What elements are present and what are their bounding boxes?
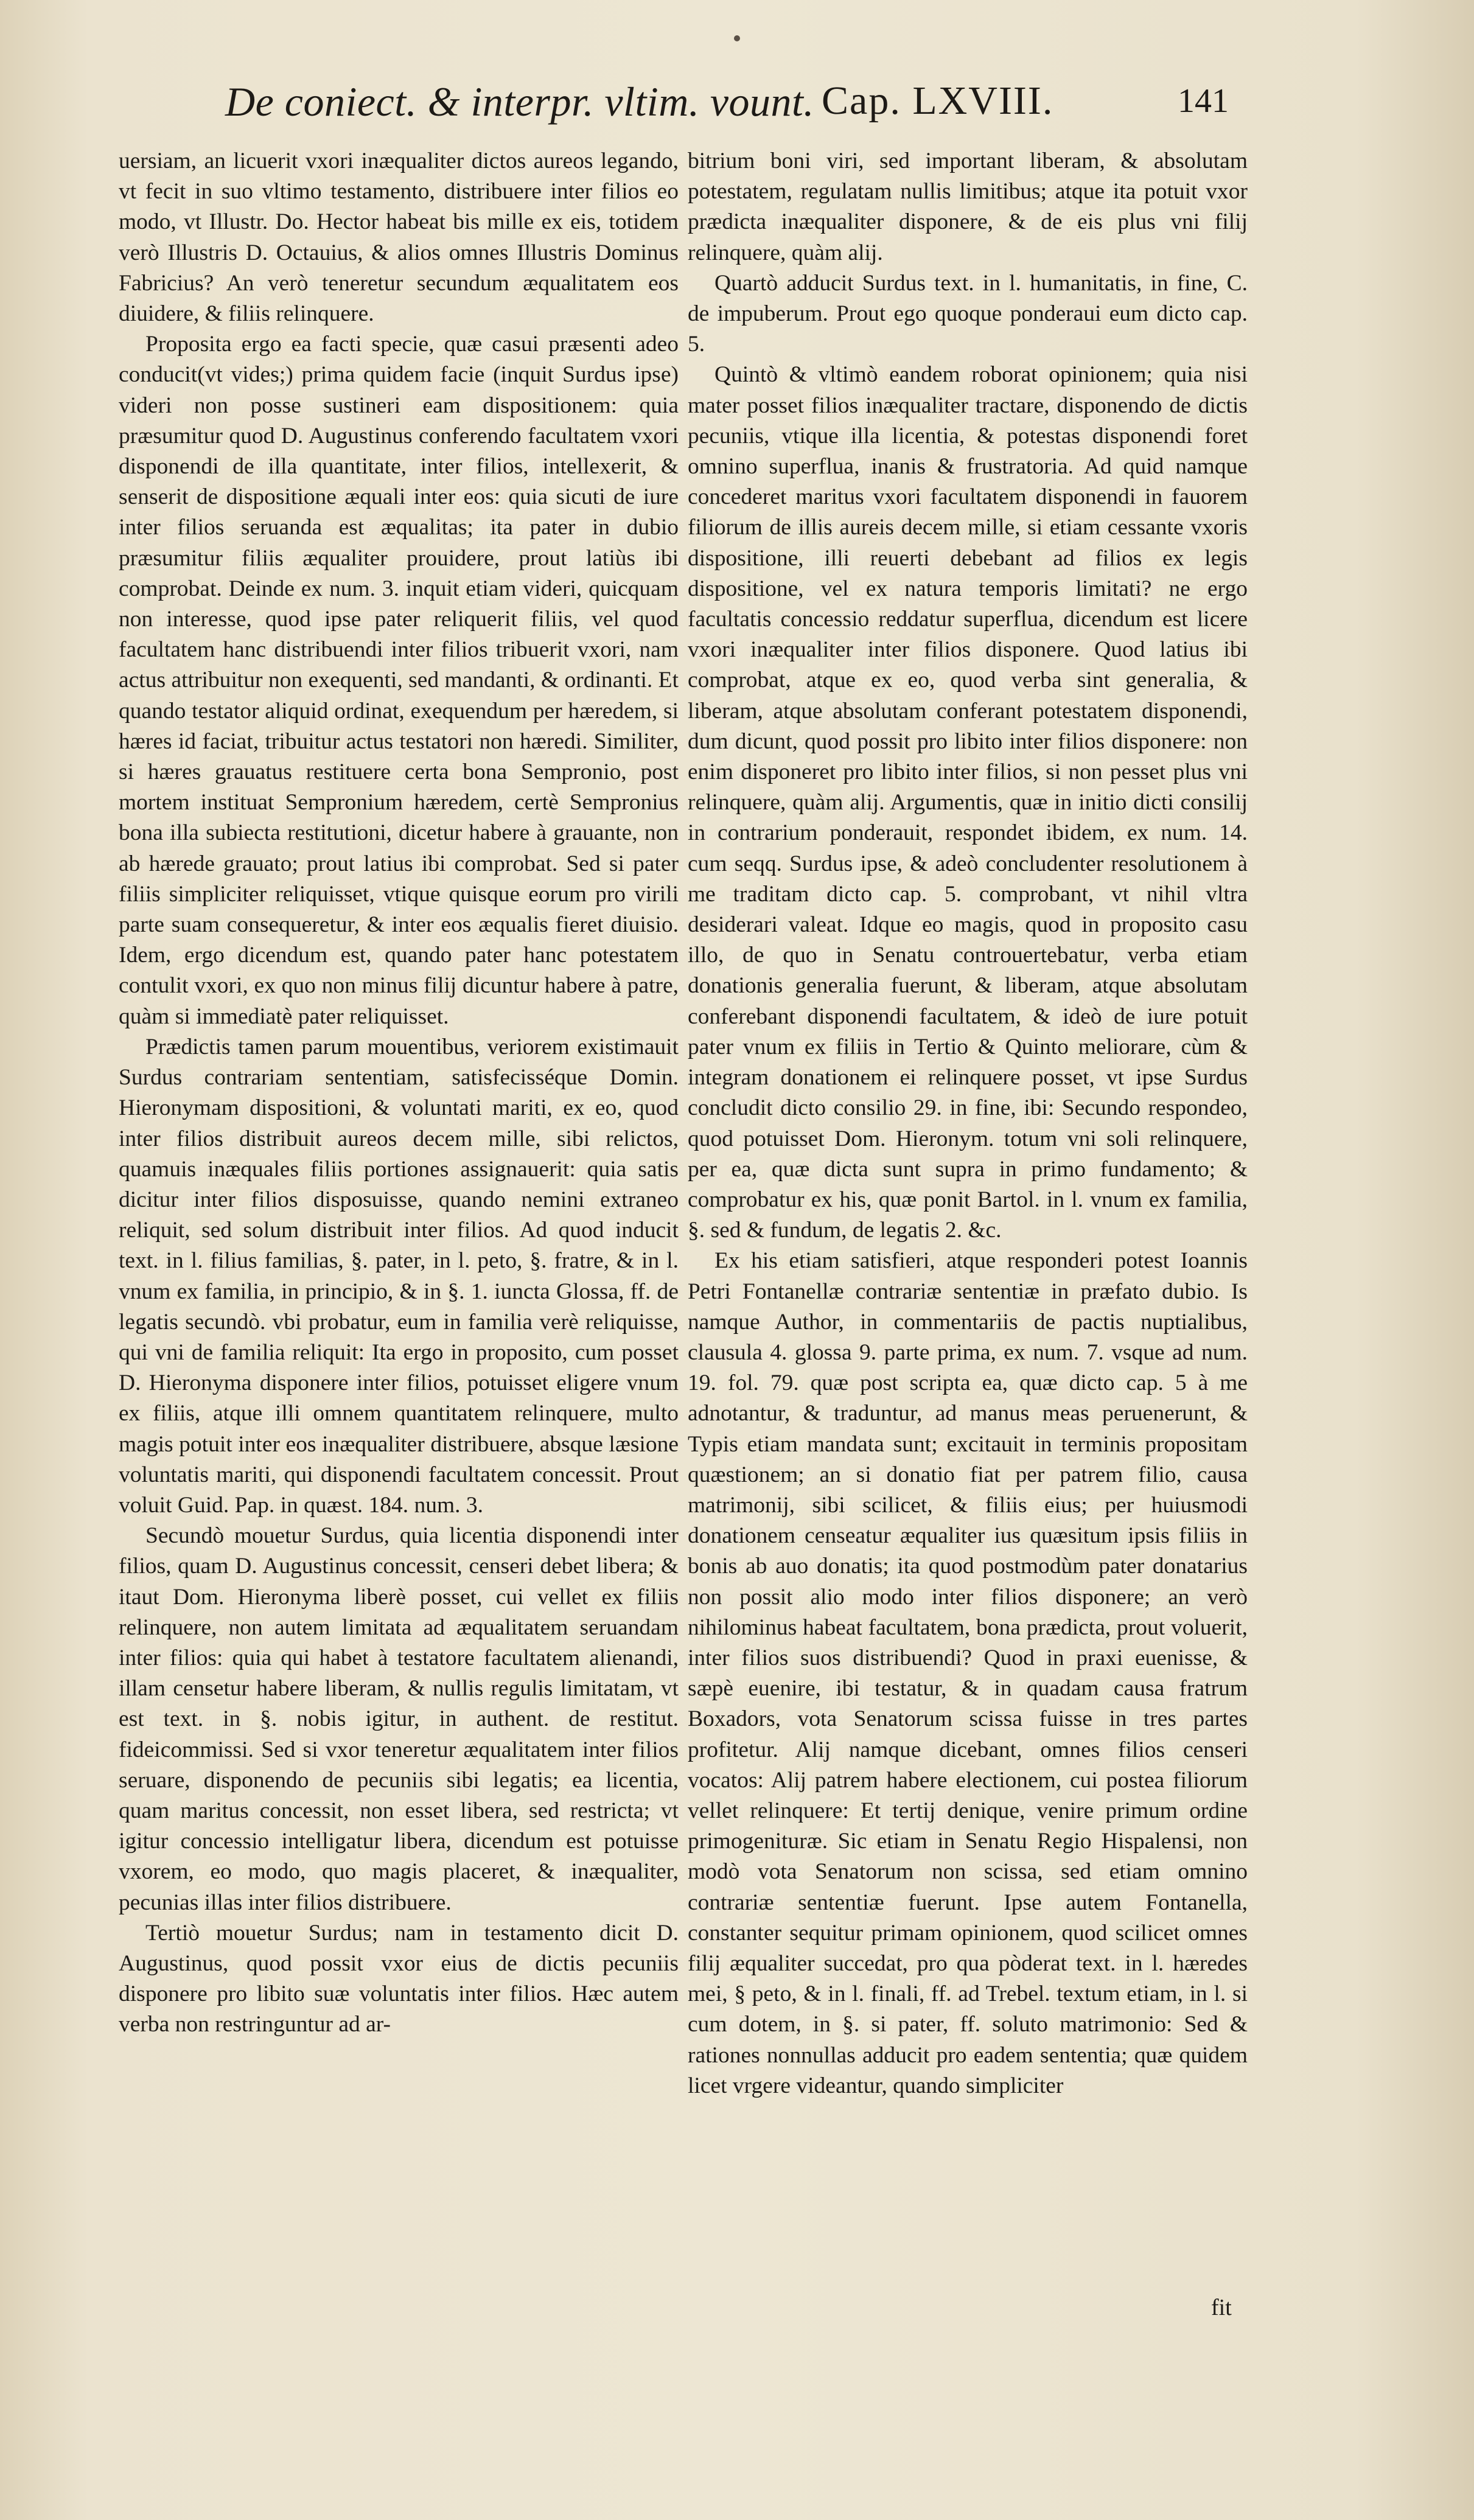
ink-dot [734, 35, 740, 41]
paragraph: Quintò & vltimò eandem roborat opinionem; quia nisi mater posset filios inæqualiter tractare, disponendo de dictis pecuniis, vtique illa licentia, & potestas disponendi foret omnino superflua, inanis & frustratoria. Ad quid namque concederet maritus vxori facultatem disponendi in fauorem filiorum de illis aureis decem mille, si etiam cessante vxoris dispositione, illi reuerti debebant ad filios ex legis dispositione, vel ex natura temporis limitati? ne ergo facultatis concessio reddatur superflua, dicendum est licere vxori inæqualiter inter filios disponere. Quod latius ibi comprobat, atque ex eo, quod verba sint generalia, & liberam, atque absolutam conferant potestatem disponendi, dum dicunt, quod possit pro libito inter filios disponere: non enim disponeret pro libito inter filios, si non pesset plus vni relinquere, quàm alij. Argumentis, quæ in initio dicti consilij in contrarium ponderauit, respondet ibidem, ex num. 14. cum seqq. Surdus ipse, & adeò concludenter resolutionem à me traditam dicto cap. 5. comprobant, vt nihil vltra desiderari valeat. Idque eo magis, quod in proposito casu illo, de quo in Senatu controuertebatur, verba etiam donationis generalia fuerunt, & liberam, atque absolutam conferebant disponendi facultatem, & ideò de iure potuit pater vnum ex filiis in Tertio & Quinto meliorare, cùm & integram donationem ei relinquere posset, vt ipse Surdus concludit dicto consilio 29. in fine, ibi: Secundo respondeo, quod potuisset Dom. Hieronym. totum vni soli relinquere, per ea, quæ dicta sunt supra in primo fundamento; & comprobatur ex his, quæ ponit Bartol. in l. vnum ex familia, §. sed & fundum, de legatis 2. &c. [688, 362, 1248, 1243]
paragraph: uersiam, an licuerit vxori inæqualiter dictos aureos legando, vt fecit in suo vltimo testamento, distribuere inter filios eo modo, vt Illustr. Do. Hector habeat bis mille ex eis, totidem verò Illustris D. Octauius, & alios omnes Illustris Dominus Fabricius? An verò teneretur secundum æqualitatem eos diuidere, & filiis relinquere. [119, 148, 679, 327]
paragraph: bitrium boni viri, sed important liberam, & absolutam potestatem, regulatam nullis limitibus; atque ita potuit vxor prædicta inæqualiter disponere, & de eis plus vni filij relinquere, quàm alij. [688, 148, 1248, 265]
chapter-heading: Cap. LXVIII. [822, 79, 1054, 123]
paragraph: Secundò mouetur Surdus, quia licentia disponendi inter filios, quam D. Augustinus concessit, censeri debet libera; & itaut Dom. Hieronyma liberè posset, cui vellet ex filiis relinquere, non autem limitata ad æqualitatem seruandam inter filios: quia qui habet à testatore facultatem alienandi, illam censetur habere liberam, & nullis regulis limitatam, vt est text. in §. nobis igitur, in authent. de restitut. fideicommissi. Sed si vxor teneretur æqualitatem inter filios seruare, disponendo de pecuniis sibi legatis; ea licentia, quam maritus concessit, non esset libera, sed restricta; vt igitur concessio intelligatur libera, dicendum est potuisse vxorem, eo modo, quo magis placeret, & inæqualiter, pecunias illas inter filios distribuere. [119, 1523, 679, 1915]
left-column [119, 146, 679, 2040]
right-column [688, 146, 1248, 2101]
catchword: fit [1211, 2295, 1232, 2320]
paragraph: Ex his etiam satisfieri, atque responderi potest Ioannis Petri Fontanellæ contrariæ sententiæ in præfato dubio. Is namque Author, in commentariis de pactis nuptialibus, clausula 4. glossa 9. parte prima, ex num. 7. vsque ad num. 19. fol. 79. quæ post scripta ea, quæ dicto cap. 5 à me adnotantur, & traduntur, ad manus meas peruenerunt, & Typis etiam mandata sunt; excitauit in terminis propositam quæstionem; an si donatio fiat per patrem filio, causa matrimonij, sibi scilicet, & filiis eius; per huiusmodi donationem censeatur æqualiter ius quæsitum ipsis filiis in bonis ab auo donatis; ita quod postmodùm pater donatarius non possit alio modo inter filios disponere; an verò nihilominus habeat facultatem, bona prædicta, prout voluerit, inter filios suos distribuendi? Quod in praxi euenisse, & sæpè euenire, ibi testatur, & in quadam causa fratrum Boxadors, vota Senatorum scissa fuisse in tres partes profitetur. Alij namque dicebant, omnes filios censeri vocatos: Alij patrem habere electionem, cui postea filiorum vellet relinquere: Et tertij denique, venire primum ordine primogenituræ. Sic etiam in Senatu Regio Hispalensi, non modò vota Senatorum non scissa, sed etiam omnino contrariæ sententiæ fuerunt. Ipse autem Fontanella, constanter sequitur primam opinionem, quod scilicet omnes filij æqualiter succedat, pro qua pòderat text. in l. hæredes mei, § peto, & in l. finali, ff. ad Trebel. textum etiam, in l. si cum dotem, in §. si pater, ff. soluto matrimonio: Sed & rationes nonnullas adducit pro eadem sententia; quæ quidem licet vrgere videantur, quando simpliciter [688, 1248, 1248, 2098]
paragraph: Quartò adducit Surdus text. in l. humanitatis, in fine, C. de impuberum. Prout ego quoque ponderaui eum dicto cap. 5. [688, 270, 1248, 357]
paragraph: Proposita ergo ea facti specie, quæ casui præsenti adeo conducit(vt vides;) prima quidem facie (inquit Surdus ipse) videri non posse sustineri eam dispositionem: quia præsumitur quod D. Augustinus conferendo facultatem vxori disponendi de illa quantitate, inter filios, intellexerit, & senserit de dispositione æquali inter eos: quia sicuti de iure inter filios seruanda est æqualitas; ita pater in dubio præsumitur filiis æqualiter prouidere, prout latiùs ibi comprobat. Deinde ex num. 3. inquit etiam videri, quicquam non interesse, quod ipse pater reliquerit filiis, vel quod facultatem hanc distribuendi inter filios tribuerit vxori, nam actus attribuitur non exequenti, sed mandanti, & ordinanti. Et quando testator aliquid ordinat, exequendum per hæredem, si hæres id faciat, tribuitur actus testatori non hæredi. Similiter, si hæres grauatus restituere certa bona Sempronio, post mortem instituat Sempronium hæredem, certè Sempronius bona illa subiecta restitutioni, dicetur habere à grauante, non ab hærede grauato; prout latius ibi comprobat. Sed si pater filiis simpliciter reliquisset, vtique quisque eorum pro virili parte suam consequeretur, & inter eos æqualis fieret diuisio. Idem, ergo dicendum est, quando pater hanc potestatem contulit vxori, ex quo non minus filij dicuntur habere à patre, quàm si immediatè pater reliquisset. [119, 332, 679, 1029]
running-title: De coniect. & interpr. vltim. vount. [225, 79, 814, 125]
folio-number: 141 [1178, 82, 1229, 120]
paragraph: Tertiò mouetur Surdus; nam in testamento dicit D. Augustinus, quod possit vxor eius de dictis pecuniis disponere pro libito suæ voluntatis inter filios. Hæc autem verba non restringuntur ad ar- [119, 1920, 679, 2037]
running-header [225, 78, 1243, 139]
paragraph: Prædictis tamen parum mouentibus, veriorem existimauit Surdus contrariam sententiam, satisfecisséque Domin. Hieronymam dispositioni, & voluntati mariti, ex eo, quod inter filios distribuit aureos decem mille, sibi relictos, quamuis inæquales filiis portiones assignauerit: quia satis dicitur inter filios disposuisse, quando nemini extraneo reliquit, sed solum distribuit inter filios. Ad quod inducit text. in l. filius familias, §. pater, in l. peto, §. fratre, & in l. vnum ex familia, in principio, & in §. 1. iuncta Glossa, ff. de legatis secundò. vbi probatur, eum in familia verè reliquisse, qui vni de familia reliquit: Ita ergo in proposito, cum posset D. Hieronyma disponere inter filios, potuisset eligere vnum ex filiis, atque illi omnem quantitatem relinquere, multo magis potuit inter eos inæqualiter distribuere, absque læsione voluntatis mariti, qui disponendi facultatem concessit. Prout voluit Guid. Pap. in quæst. 184. num. 3. [119, 1034, 679, 1518]
